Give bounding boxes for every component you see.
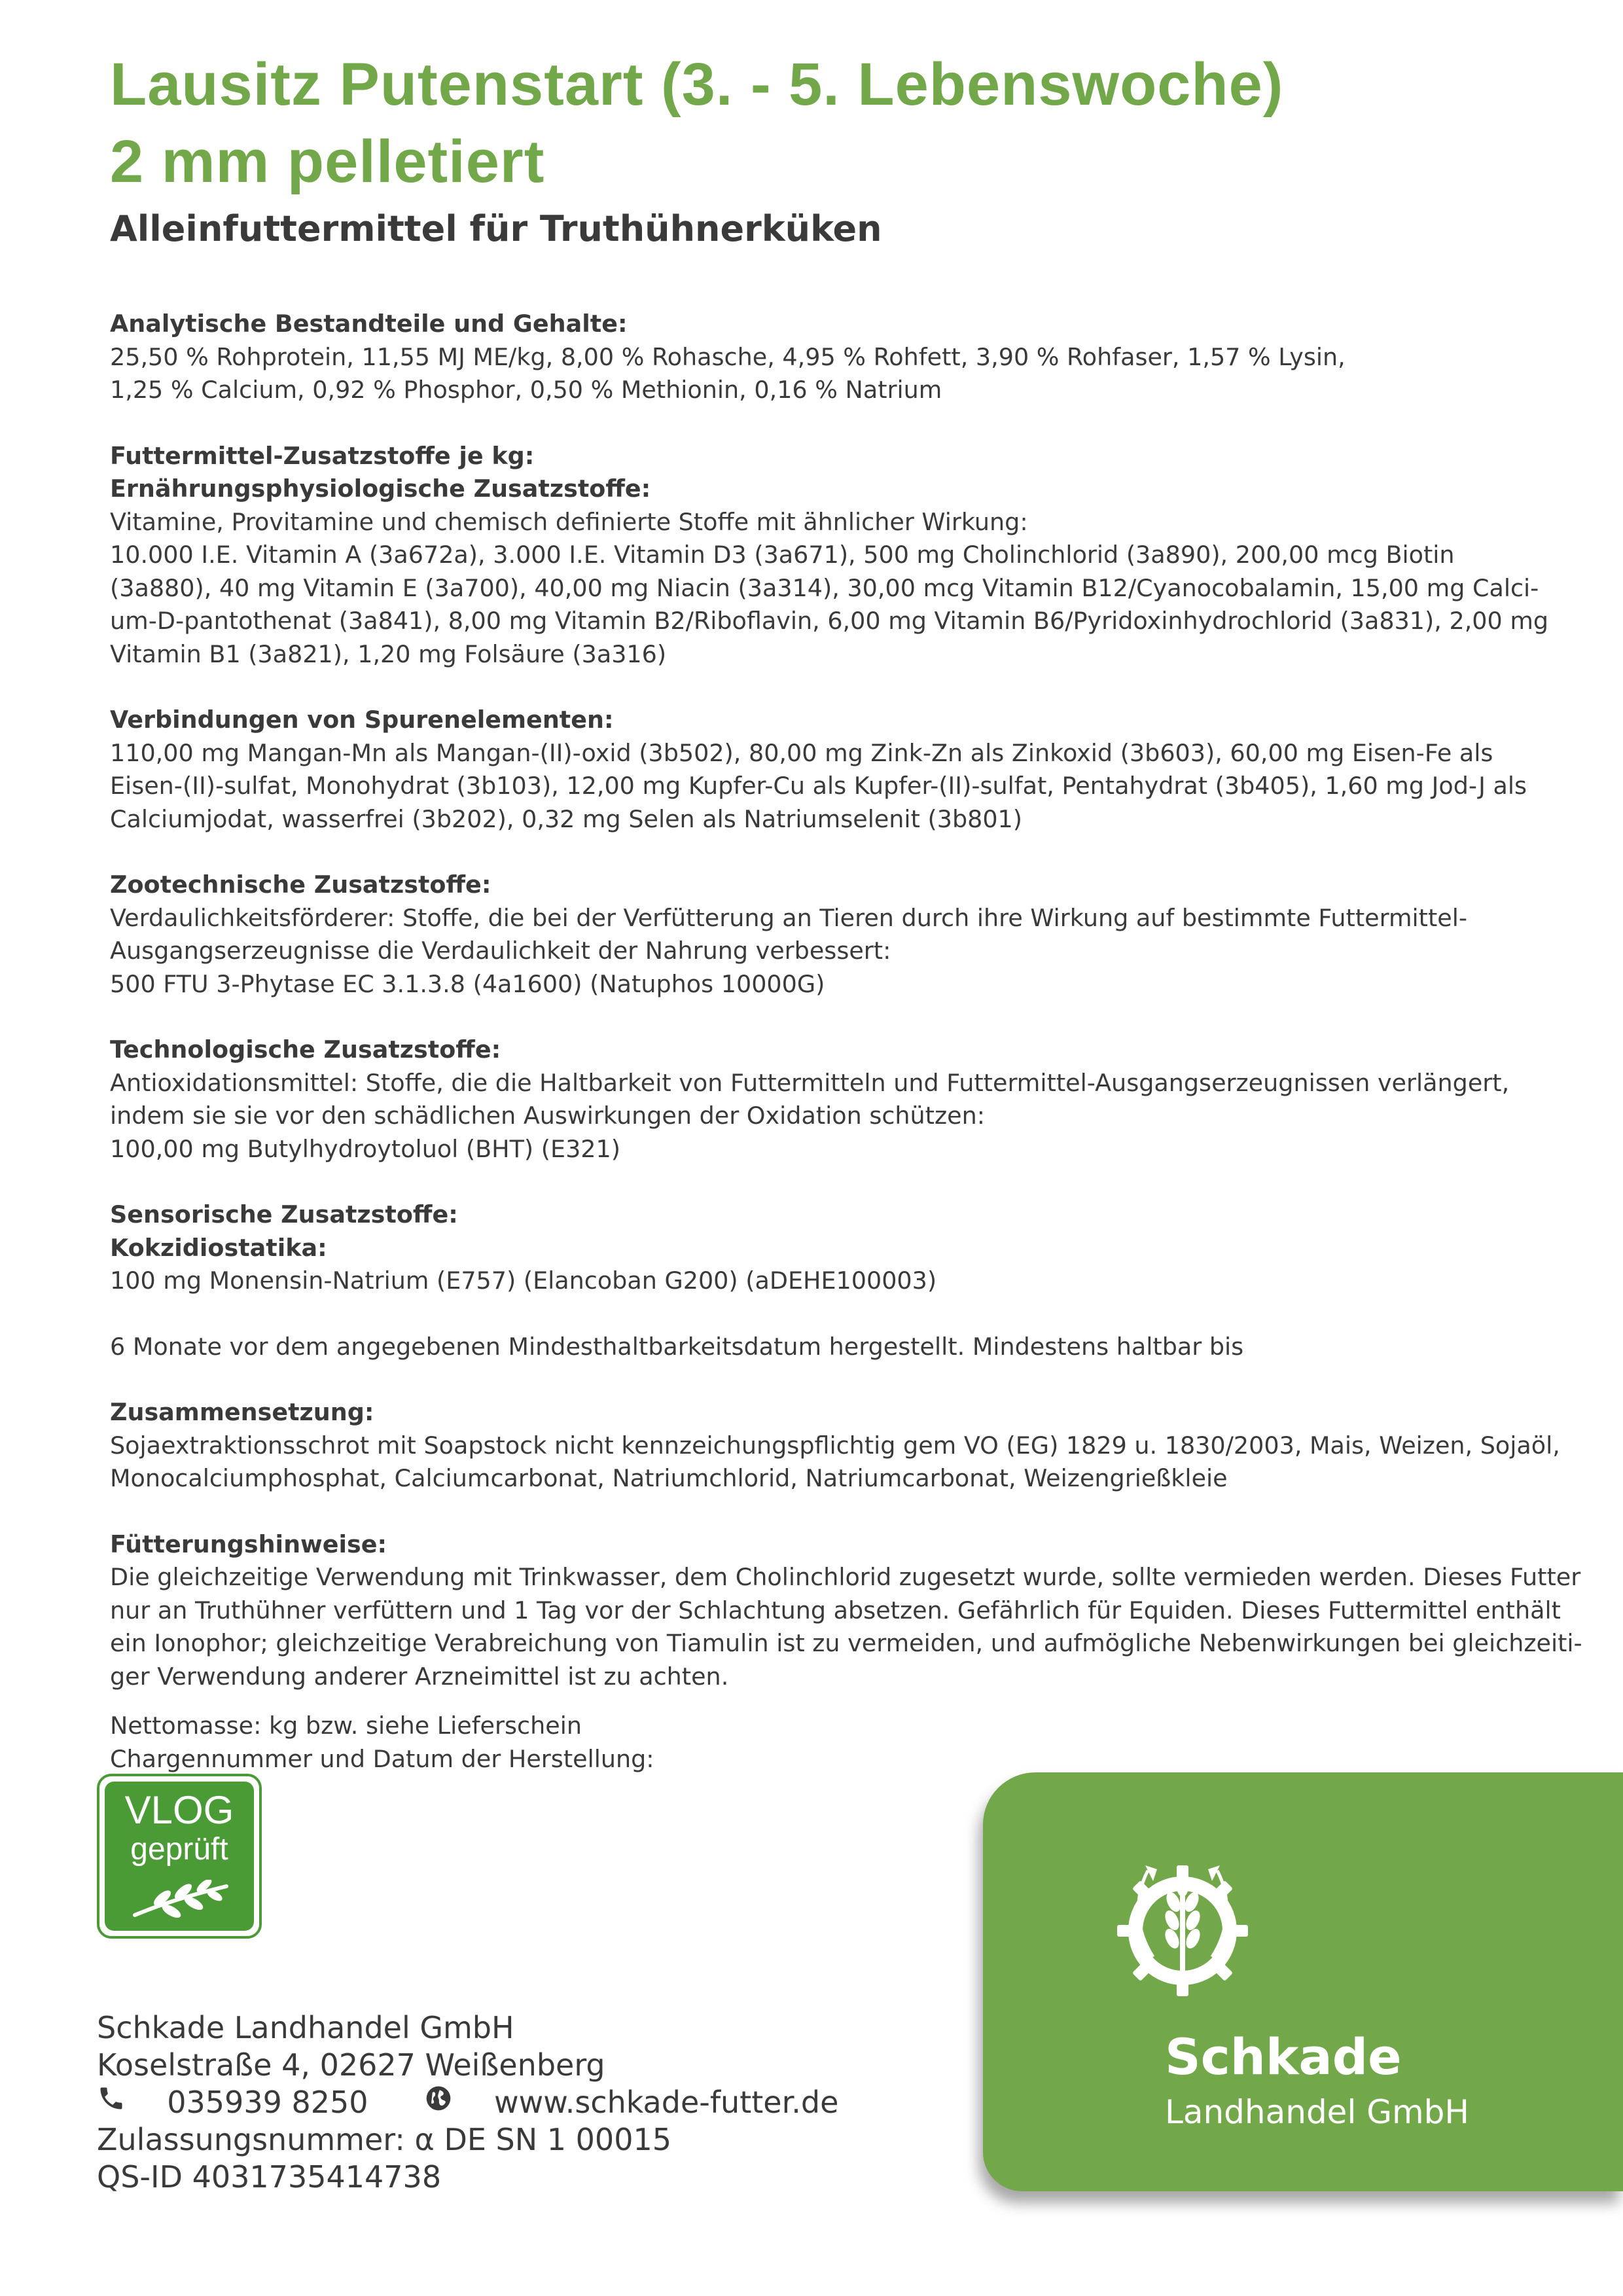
text-line: Vitamin B1 (3a821), 1,20 mg Folsäure (3a316) <box>110 639 667 668</box>
vlog-label: VLOG <box>124 1788 234 1832</box>
text-line: ein Ionophor; gleichzeitige Verabreichung von Tiamulin ist zu vermeiden, und aufmögliche Nebenwirkungen bei gleichzeiti- <box>110 1629 1582 1657</box>
trace-elements-section <box>110 704 1543 836</box>
declaration-content <box>110 308 1582 1808</box>
qs-id: QS-ID 4031735414738 <box>97 2159 442 2195</box>
section-heading: Futtermittel-Zusatzstoffe je kg: <box>110 441 535 470</box>
text-line: 10.000 I.E. Vitamin A (3a672a), 3.000 I.E. Vitamin D3 (3a671), 500 mg Cholinchlorid (3a890), 200,00 mcg Biotin <box>110 541 1455 569</box>
section-heading: Verbindungen von Spurenelementen: <box>110 706 614 734</box>
text-line: Vitamine, Provitamine und chemisch definierte Stoffe mit ähnlicher Wirkung: <box>110 507 1028 536</box>
product-title-line-2: 2 mm pelletiert <box>110 128 545 195</box>
vlog-badge <box>97 1774 262 1939</box>
vlog-badge-inner <box>105 1782 254 1931</box>
text-line: Nettomasse: kg bzw. siehe Lieferschein <box>110 1712 582 1740</box>
text-line: 100,00 mg Butylhydroytoluol (BHT) (E321) <box>110 1134 620 1163</box>
technological-section <box>110 1033 1543 1166</box>
zootechnical-section <box>110 869 1543 1001</box>
text-line: nur an Truthühner verfüttern und 1 Tag vor der Schlachtung absetzen. Gefährlich für Equiden. Dieses Futtermittel enthält <box>110 1596 1561 1624</box>
street-address: Koselstraße 4, 02627 Weißenberg <box>97 2047 605 2083</box>
text-line: 100 mg Monensin-Natrium (E757) (Elancoban G200) (aDEHE100003) <box>110 1266 937 1295</box>
leaf-icon <box>131 1880 229 1919</box>
product-title <box>110 46 1283 200</box>
section-heading: Zootechnische Zusatzstoffe: <box>110 870 491 899</box>
text-line: indem sie sie vor den schädlichen Auswirkungen der Oxidation schützen: <box>110 1102 986 1130</box>
section-heading: Zusammensetzung: <box>110 1398 374 1426</box>
composition-section <box>110 1396 1560 1496</box>
globe-icon <box>424 2084 453 2113</box>
company-address <box>97 2009 838 2196</box>
section-subheading: Ernährungsphysiologische Zusatzstoffe: <box>110 475 651 503</box>
text-line: 1,25 % Calcium, 0,92 % Phosphor, 0,50 % Methionin, 0,16 % Natrium <box>110 376 942 404</box>
text-line: Die gleichzeitige Verwendung mit Trinkwasser, dem Cholinchlorid zugesetzt wurde, sollte vermieden werden. Dieses Futter <box>110 1563 1581 1591</box>
product-title-line-1: Lausitz Putenstart (3. - 5. Lebenswoche) <box>110 51 1284 118</box>
text-line: Chargennummer und Datum der Herstellung: <box>110 1744 654 1773</box>
text-line: Monocalciumphosphat, Calciumcarbonat, Natriumchlorid, Natriumcarbonat, Weizengrießkleie <box>110 1464 1228 1492</box>
approval-number: Zulassungsnummer: α DE SN 1 00015 <box>97 2122 671 2157</box>
text-line: Antioxidationsmittel: Stoffe, die die Haltbarkeit von Futtermitteln und Futtermittel-Ausgangserzeugnissen verlängert, <box>110 1068 1510 1097</box>
section-heading: Analytische Bestandteile und Gehalte: <box>110 310 628 338</box>
section-heading: Fütterungshinweise: <box>110 1530 387 1558</box>
feeding-section <box>110 1528 1582 1694</box>
brand-name: Schkade <box>1165 2028 1402 2086</box>
section-subheading: Kokzidiostatika: <box>110 1233 327 1262</box>
sensory-section <box>110 1198 1543 1298</box>
product-subtitle: Alleinfuttermittel für Truthühnerküken <box>110 208 882 249</box>
text-line: um-D-pantothenat (3a841), 8,00 mg Vitamin B2/Riboflavin, 6,00 mg Vitamin B6/Pyridoxinhydrochlorid (3a831), 2,00 mg <box>110 607 1549 635</box>
section-heading: Technologische Zusatzstoffe: <box>110 1035 501 1064</box>
contact-line <box>97 2084 838 2121</box>
additives-section <box>110 440 1549 672</box>
net-mass-section <box>110 1710 1543 1776</box>
phone-number[interactable]: 035939 8250 <box>167 2085 368 2120</box>
text-line: Sojaextraktionsschrot mit Soapstock nicht kennzeichungspflichtig gem VO (EG) 1829 u. 1830/2003, Mais, Weizen, Sojaöl, <box>110 1431 1560 1460</box>
text-line: Eisen-(II)-sulfat, Monohydrat (3b103), 12,00 mg Kupfer-Cu als Kupfer-(II)-sulfat, Pentahydrat (3b405), 1,60 mg Jod-J als <box>110 772 1527 800</box>
production-note <box>110 1331 1543 1364</box>
website-link[interactable]: www.schkade-futter.de <box>494 2085 839 2120</box>
text-line: Verdaulichkeitsförderer: Stoffe, die bei der Verfütterung an Tieren durch ihre Wirkung auf bestimmte Futtermittel- <box>110 903 1468 932</box>
text-line: 500 FTU 3-Phytase EC 3.1.3.8 (4a1600) (Natuphos 10000G) <box>110 969 825 998</box>
text-line: 110,00 mg Mangan-Mn als Mangan-(II)-oxid (3b502), 80,00 mg Zink-Zn als Zinkoxid (3b603), 60,00 mg Eisen-Fe als <box>110 738 1493 767</box>
text-line: Ausgangserzeugnisse die Verdaulichkeit der Nahrung verbessert: <box>110 937 891 965</box>
company-name: Schkade Landhandel GmbH <box>97 2010 514 2045</box>
wheat-gear-icon <box>1107 1846 1258 2009</box>
phone-icon <box>97 2084 126 2113</box>
text-line: 25,50 % Rohprotein, 11,55 MJ ME/kg, 8,00 % Rohasche, 4,95 % Rohfett, 3,90 % Rohfaser, 1,57 % Lysin, <box>110 342 1346 371</box>
text-line: 6 Monate vor dem angegebenen Mindesthaltbarkeitsdatum hergestellt. Mindestens haltbar bis <box>110 1332 1244 1361</box>
text-line: (3a880), 40 mg Vitamin E (3a700), 40,00 mg Niacin (3a314), 30,00 mcg Vitamin B12/Cyanocobalamin, 15,00 mg Calci- <box>110 573 1539 602</box>
vlog-sublabel: geprüft <box>130 1832 228 1867</box>
text-line: Calciumjodat, wasserfrei (3b202), 0,32 mg Selen als Natriumselenit (3b801) <box>110 804 1023 833</box>
text-line: ger Verwendung anderer Arzneimittel ist zu achten. <box>110 1662 729 1691</box>
section-heading: Sensorische Zusatzstoffe: <box>110 1200 458 1229</box>
brand-subtitle: Landhandel GmbH <box>1165 2093 1470 2131</box>
brand-panel <box>983 1772 1623 2191</box>
analytical-section <box>110 308 1543 407</box>
